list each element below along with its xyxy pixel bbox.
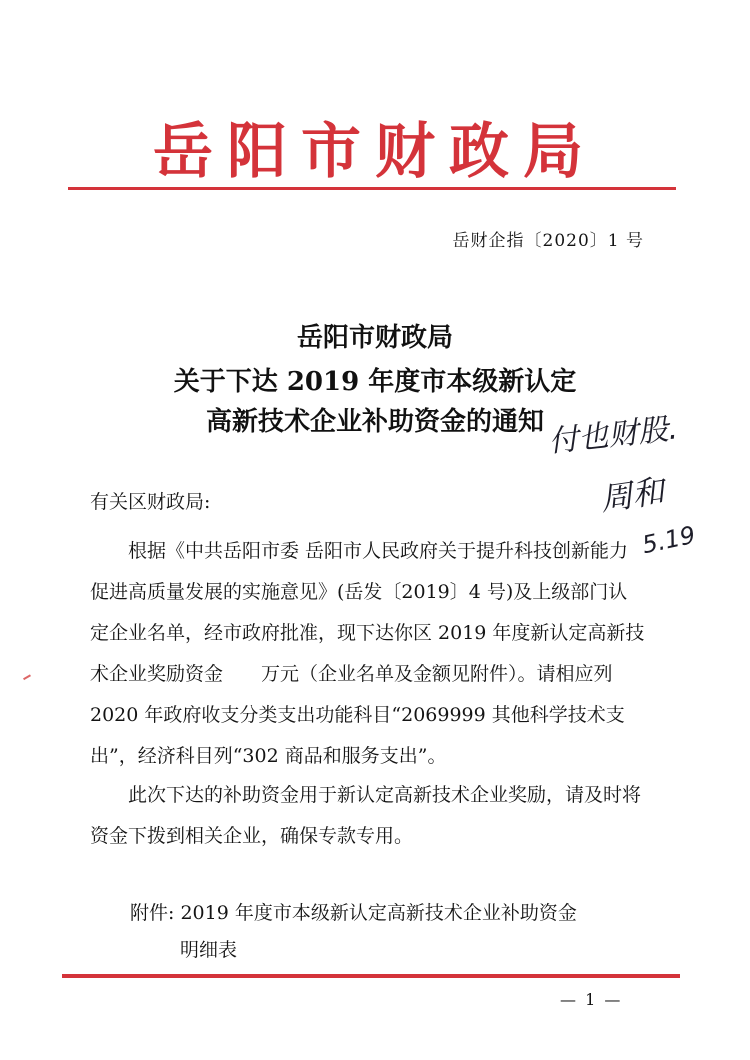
handwritten-signature: 周和 (597, 471, 667, 519)
attachment-text-continued: 明细表 (180, 939, 238, 961)
red-header-rule (68, 187, 676, 190)
body-paragraph-1: 根据《中共岳阳市委 岳阳市人民政府关于提升科技创新能力促进高质量发展的实施意见》(岳发〔2019〕4 号)及上级部门认定企业名单，经市政府批准，现下达你区 2019 年度新认定高新技术企业奖励资金 万元（企业名单及金额见附件）。请相应列 2020 年政府收支分类支出功能科目“2069999 其他科学技术支出”，经济科目列“302 商品和服务支出”。 (90, 540, 645, 767)
attachment-line (130, 893, 630, 934)
attachment-label: 附件: (130, 902, 175, 924)
handwritten-note-1: 付也财股. (546, 411, 680, 460)
title-line-3: 高新技术企业补助资金的通知 (205, 407, 544, 437)
body-paragraph-2: 此次下达的补助资金用于新认定高新技术企业奖励，请及时将资金下拨到相关企业，确保专款专用。 (90, 784, 642, 847)
red-footer-rule (62, 974, 680, 978)
document-number: 岳财企指〔2020〕1 号 (452, 231, 644, 251)
salutation: 有关区财政局: (90, 491, 211, 513)
handwritten-date: 5.19 (639, 520, 698, 560)
attachment-text: 2019 年度市本级新认定高新技术企业补助资金 (180, 902, 577, 924)
title-line-1: 岳阳市财政局 (296, 323, 453, 353)
agency-masthead: 岳阳市财政局 (153, 117, 597, 187)
margin-mark (23, 674, 33, 683)
page-number: — 1 — (560, 990, 623, 1009)
title-line-2: 关于下达 2019 年度市本级新认定 (173, 367, 577, 397)
